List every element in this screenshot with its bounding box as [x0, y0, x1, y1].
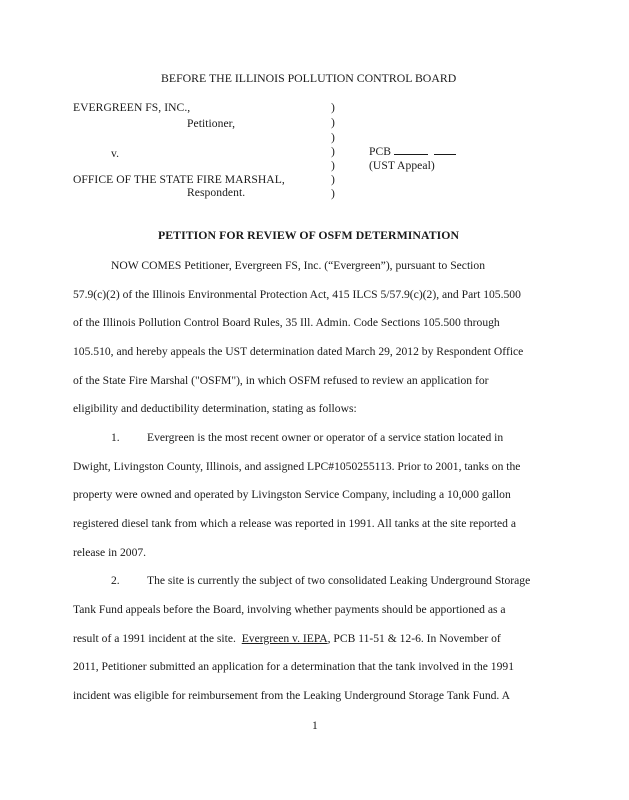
caption-paren: ) [331, 145, 335, 158]
paragraph-line: release in 2007. [73, 546, 147, 559]
petitioner-name: EVERGREEN FS, INC., [73, 101, 191, 114]
paragraph-line: Dwight, Livingston County, Illinois, and assigned LPC#1050255113. Prior to 2001, tanks on the [73, 460, 521, 473]
case-number [369, 145, 456, 158]
paragraph-line: of the Illinois Pollution Control Board Rules, 35 Ill. Admin. Code Sections 105.500 through [73, 316, 500, 329]
respondent-role: Respondent. [187, 186, 246, 199]
document-title: PETITION FOR REVIEW OF OSFM DETERMINATION [158, 228, 460, 242]
paragraph-line: The site is currently the subject of two consolidated Leaking Underground Storage [147, 574, 531, 587]
paragraph-line: registered diesel tank from which a release was reported in 1991. All tanks at the site reported a [73, 517, 516, 530]
caption-paren: ) [331, 131, 335, 144]
paragraph-line: of the State Fire Marshal ("OSFM"), in which OSFM refused to review an application for [73, 374, 489, 387]
respondent-name: OFFICE OF THE STATE FIRE MARSHAL, [73, 173, 285, 186]
caption-paren: ) [331, 159, 335, 172]
court-title: BEFORE THE ILLINOIS POLLUTION CONTROL BOARD [161, 71, 457, 85]
paragraph-line: property were owned and operated by Livingston Service Company, including a 10,000 gallon [73, 488, 511, 501]
paragraph-line: 2011, Petitioner submitted an application for a determination that the tank involved in the 1991 [73, 660, 514, 673]
paragraph-line: 105.510, and hereby appeals the UST determination dated March 29, 2012 by Respondent Office [73, 345, 524, 358]
text-run: , PCB 11-51 & 12-6. In November of [327, 632, 501, 645]
versus-label: v. [111, 147, 120, 160]
paragraph-line: 57.9(c)(2) of the Illinois Environmental Protection Act, 415 ILCS 5/57.9(c)(2), and Part 105.500 [73, 288, 521, 301]
text-run: result of a 1991 incident at the site. [73, 632, 236, 645]
caption-paren: ) [331, 116, 335, 129]
paragraph-line: Tank Fund appeals before the Board, involving whether payments should be apportioned as a [73, 603, 506, 616]
paragraph-line: NOW COMES Petitioner, Evergreen FS, Inc. (“Evergreen”), pursuant to Section [111, 259, 485, 272]
paragraph-line [73, 632, 501, 645]
caption-paren: ) [331, 187, 335, 200]
case-number-blank [434, 145, 456, 155]
paragraph-number: 1. [111, 431, 120, 444]
paragraph-line: eligibility and deductibility determination, stating as follows: [73, 402, 357, 415]
page-number: 1 [312, 719, 318, 732]
petitioner-role: Petitioner, [187, 117, 236, 130]
paragraph-line: Evergreen is the most recent owner or operator of a service station located in [147, 431, 504, 444]
case-prefix: PCB [369, 145, 392, 158]
case-citation: Evergreen v. IEPA [241, 632, 328, 645]
paragraph-line: incident was eligible for reimbursement from the Leaking Underground Storage Tank Fund. A [73, 689, 510, 702]
caption-paren: ) [331, 173, 335, 186]
caption-paren: ) [331, 101, 335, 114]
case-number-blank [394, 145, 428, 155]
case-type: (UST Appeal) [369, 159, 435, 172]
paragraph-number: 2. [111, 574, 120, 587]
